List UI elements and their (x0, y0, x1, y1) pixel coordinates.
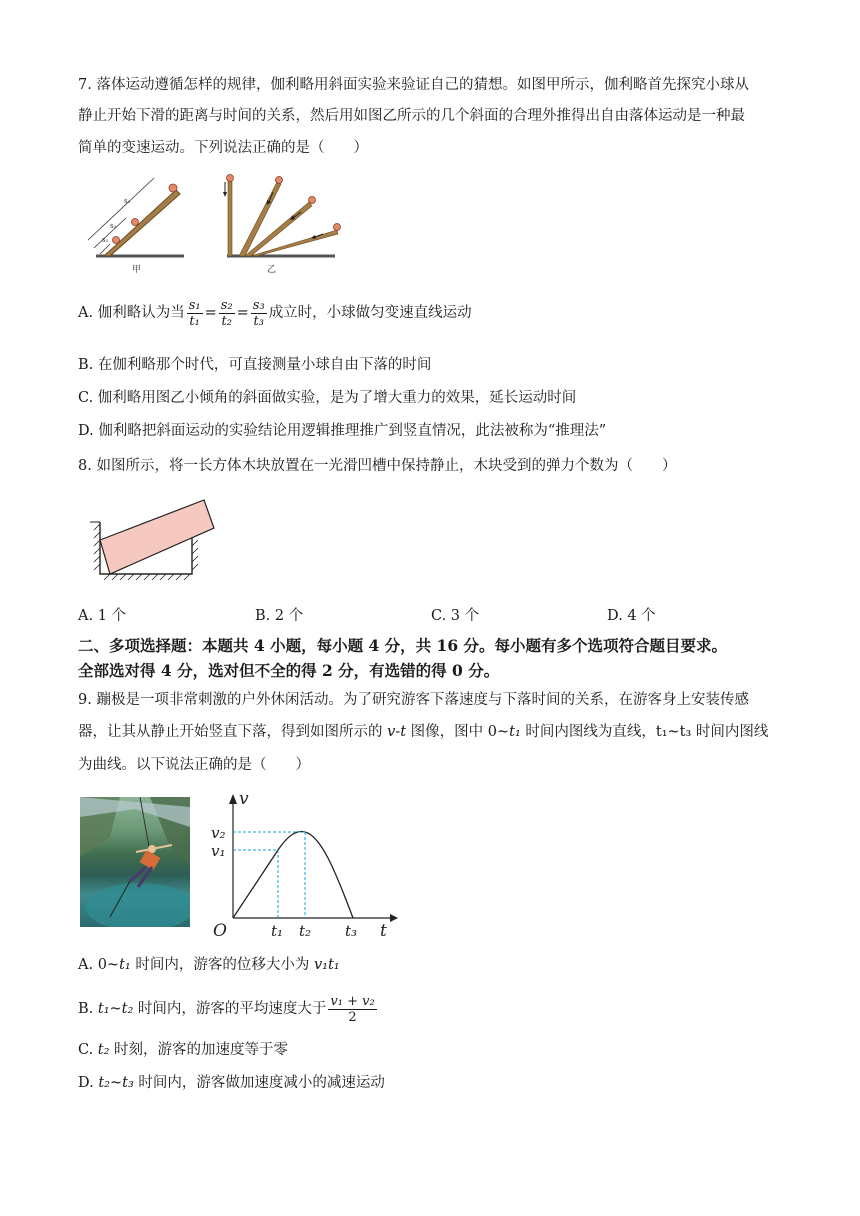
fraction-den: t₁ (189, 313, 200, 329)
fig-s3-label: s₃ (124, 197, 131, 205)
q7-option-b: B. 在伽利略那个时代，可直接测量小球自由下落的时间 (78, 357, 432, 373)
q9-option-d (78, 1073, 385, 1093)
fraction-s1-t1 (187, 298, 203, 329)
equals-sign: = (204, 305, 217, 321)
fraction-num: s₁ (188, 297, 201, 313)
fraction-den: 2 (348, 1009, 357, 1025)
q9-option-b (78, 990, 379, 1028)
q7-option-a-prefix: A. 伽利略认为当 (78, 305, 185, 321)
t1-t2-range: t₁~t₂ (97, 1001, 134, 1017)
v1t1-term: v₁t₁ (313, 957, 340, 973)
figure-jia-incline (80, 170, 190, 275)
q9-option-a-prefix: A. 0~ (78, 957, 120, 973)
q9-option-d-suffix: 时间内，游客做加速度减小的减速运动 (133, 1075, 385, 1091)
fig-jia-label: 甲 (132, 265, 142, 275)
fraction-s2-t2 (219, 298, 235, 329)
fig-s1-label: s₁ (102, 236, 109, 244)
q8-line-1: 8. 如图所示，将一长方体木块放置在一光滑凹槽中保持静止，木块受到的弹力个数为（ ） (78, 458, 677, 474)
q9-option-c (78, 1040, 288, 1060)
origin-label: O (213, 921, 227, 941)
t2-t3-range: t₂~t₃ (98, 1075, 134, 1091)
fraction-den: t₃ (253, 313, 264, 329)
q7-line-1: 7. 落体运动遵循怎样的规律，伽利略用斜面实验来验证自己的猜想。如图甲所示，伽利略首先探究小球从 (78, 77, 749, 93)
t3-label: t₃ (345, 922, 358, 940)
q9-option-c-prefix: C. (78, 1042, 98, 1058)
fig-s2-label: s₂ (110, 222, 117, 230)
q7-line-2: 静止开始下滑的距离与时间的关系，然后用如图乙所示的几个斜面的合理外推得出自由落体运动是一种最 (78, 108, 745, 124)
q7-option-d: D. 伽利略把斜面运动的实验结论用逻辑推理推广到竖直情况，此法被称为“推理法” (78, 423, 607, 439)
v-axis-label: v (239, 789, 249, 809)
q9-line-3: 为曲线。以下说法正确的是（ ） (78, 757, 310, 773)
section-2-heading-line-1: 二、多项选择题：本题共 4 小题，每小题 4 分，共 16 分。每小题有多个选项符合题目要求。 (78, 636, 728, 655)
vt-graph (205, 790, 405, 940)
q7-option-a (78, 294, 472, 332)
vt-term: v-t (387, 724, 407, 740)
q8-option-b: B. 2 个 (255, 608, 304, 624)
t1-term: t₁ (509, 724, 521, 740)
q8-option-c: C. 3 个 (431, 608, 480, 624)
q8-option-a: A. 1 个 (78, 608, 127, 624)
figure-yi-inclines (215, 170, 345, 275)
fraction-v1-plus-v2-over-2 (328, 994, 376, 1025)
equals-sign: = (236, 305, 249, 321)
fraction-s3-t3 (251, 298, 267, 329)
q9-option-a (78, 955, 340, 975)
t1-term: t₁ (119, 957, 131, 973)
fraction-num: v₁ + v₂ (330, 993, 375, 1009)
q8-option-d: D. 4 个 (607, 608, 656, 624)
q9-line-2-mid: 图像，图中 0~ (406, 724, 510, 740)
v1-label: v₁ (211, 842, 226, 860)
t2-label: t₂ (299, 922, 312, 940)
q7-option-c: C. 伽利略用图乙小倾角的斜面做实验，是为了增大重力的效果，延长运动时间 (78, 390, 577, 406)
fraction-den: t₂ (221, 313, 232, 329)
section-2-heading-line-2: 全部选对得 4 分，选对但不全的得 2 分，有选错的得 0 分。 (78, 661, 500, 680)
figure-block-in-groove (80, 490, 215, 585)
bungee-photo (80, 797, 190, 927)
vt-curve (233, 832, 353, 918)
t-axis-label: t (380, 921, 387, 941)
fraction-num: s₃ (252, 297, 265, 313)
q9-line-2-prefix: 器，让其从静止开始竖直下落，得到如图所示的 (78, 724, 388, 740)
q9-option-b-prefix: B. (78, 1001, 98, 1017)
q9-option-b-mid: 时间内，游客的平均速度大于 (133, 1001, 327, 1017)
q9-option-c-suffix: 时刻，游客的加速度等于零 (109, 1042, 289, 1058)
q7-line-3: 简单的变速运动。下列说法正确的是（ ） (78, 140, 368, 156)
v2-label: v₂ (211, 824, 226, 842)
q9-option-d-prefix: D. (78, 1075, 99, 1091)
t1-label: t₁ (271, 922, 284, 940)
q9-line-2 (78, 722, 768, 742)
q9-line-1: 9. 蹦极是一项非常刺激的户外休闲活动。为了研究游客下落速度与下落时间的关系，在游客身上安装传感 (78, 692, 749, 708)
q9-line-2-suffix: 时间内图线为直线，t₁~t₃ 时间内图线 (520, 724, 769, 740)
fraction-num: s₂ (220, 297, 233, 313)
fig-yi-label: 乙 (267, 265, 277, 275)
q7-option-a-suffix: 成立时，小球做匀变速直线运动 (268, 305, 472, 321)
t2-term: t₂ (97, 1042, 110, 1058)
q9-option-a-mid: 时间内，游客的位移大小为 (130, 957, 314, 973)
